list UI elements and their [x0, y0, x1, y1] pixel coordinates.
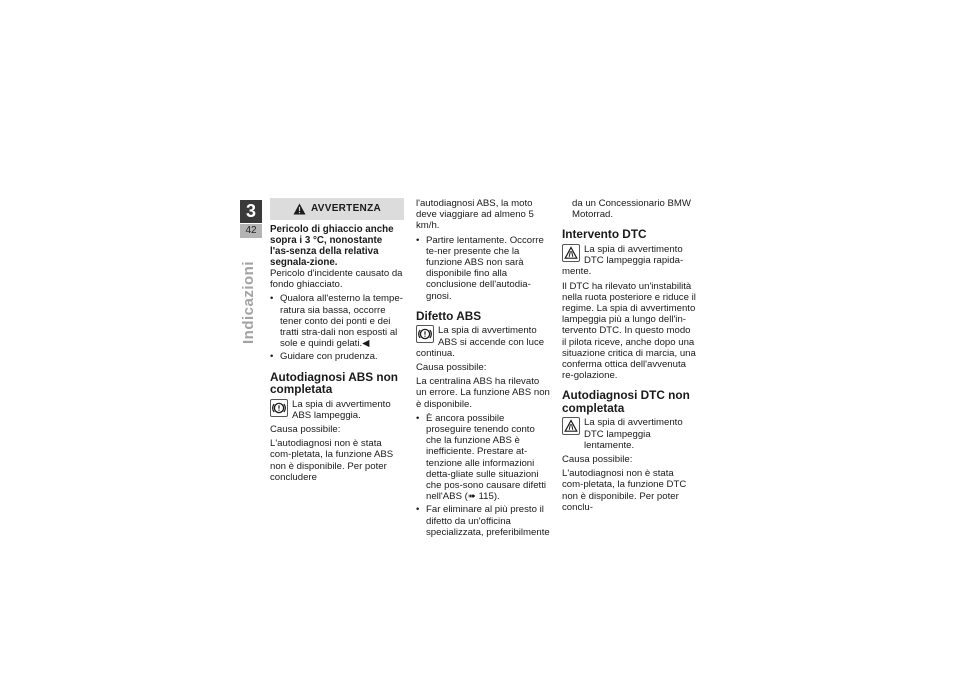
abs-warning-lamp-icon [416, 325, 434, 343]
cause-text: L'autodiagnosi non è stata com-pletata, la funzione ABS non è disponibile. Per poter concludere [270, 438, 394, 483]
column-2 [416, 198, 550, 541]
dtc-lamp-text: La spia di avvertimento DTC lampeggia rapida-mente. [562, 243, 684, 278]
continued-text: l'autodiagnosi ABS, la moto deve viaggiare ad almeno 5 km/h. [416, 198, 534, 232]
cause-label: Causa possibile: [562, 453, 633, 465]
warning-bullets [270, 293, 404, 362]
cause-text: L'autodiagnosi non è stata com-pletata, la funzione DTC non è disponibile. Per poter conclu- [562, 468, 687, 513]
dtc-warning-lamp-icon [562, 244, 580, 262]
abs-start-bullets [416, 235, 550, 302]
column-1 [270, 198, 404, 486]
abs-fault-lamp-text: La spia di avvertimento ABS si accende con luce continua. [416, 325, 545, 359]
dtc-slow-lamp-row [562, 417, 696, 451]
cause-label: Causa possibile: [270, 424, 341, 436]
abs-warning-lamp-icon [270, 399, 288, 417]
list-item: • Guidare con prudenza. [270, 351, 404, 362]
dtc-lamp-row [562, 244, 696, 278]
heading-abs-fault: Difetto ABS [416, 308, 482, 323]
cause-label: Causa possibile: [416, 361, 487, 373]
heading-abs-self-diagnosis: Autodiagnosi ABS non completata [270, 369, 399, 397]
list-item: • Partire lentamente. Occorre te-ner presente che la funzione ABS non sarà disponibile fino alla conclusione dell'autodia-gnosi. [416, 235, 550, 302]
abs-fault-lamp-row [416, 325, 550, 359]
abs-fault-bullets [416, 413, 550, 538]
warning-label: AVVERTENZA [310, 203, 382, 215]
warning-text: Pericolo d'incidente causato da fondo ghiacciato. [270, 268, 403, 291]
continued-text: da un Concessionario BMW Motorrad. [572, 198, 691, 221]
dtc-warning-lamp-icon [562, 417, 580, 435]
dtc-text: Il DTC ha rilevato un'instabilità nella ruota posteriore e riduce il regime. La spia di avvertimento lampeggia più a lungo dell'in-tervento DTC. In questo modo il pilota riceve, anche dopo una situazione critica di marcia, una conferma ottica dell'avvenuta re-golazione. [562, 280, 696, 382]
chapter-tab [240, 200, 262, 238]
warning-triangle-icon [293, 203, 306, 215]
list-item: • È ancora possibile proseguire tenendo conto che la funzione ABS è inefficiente. Prestare at-tenzione alle informazioni detta-gliate sulle situazioni che pos-sono causare difetti nell'ABS (➠ 115). [416, 413, 550, 503]
list-item: • Far eliminare al più presto il difetto da un'officina specializzata, preferibilmente [416, 504, 550, 538]
list-item: • Qualora all'esterno la tempe-ratura sia bassa, occorre tener conto dei ponti e dei tratti stra-dali non esposti al sole e quindi gelati.◀ [270, 293, 404, 349]
cause-text: La centralina ABS ha rilevato un errore. La funzione ABS non è disponibile. [416, 376, 550, 410]
heading-dtc-self-diagnosis: Autodiagnosi DTC non completata [562, 388, 690, 415]
page-number: 42 [240, 224, 262, 238]
chapter-number: 3 [240, 200, 262, 223]
column-3 [562, 198, 696, 516]
warning-header [270, 198, 404, 220]
abs-lamp-text: La spia di avvertimento ABS lampeggia. [292, 398, 391, 421]
dtc-slow-lamp-text: La spia di avvertimento DTC lampeggia lentamente. [584, 417, 683, 451]
heading-dtc-intervention: Intervento DTC [562, 227, 647, 242]
warning-title: Pericolo di ghiaccio anche sopra i 3 °C, nonostante l'as-senza della relativa segnala-zione. [270, 224, 394, 268]
abs-lamp-row [270, 399, 404, 421]
chapter-label: Indicazioni [240, 260, 257, 344]
